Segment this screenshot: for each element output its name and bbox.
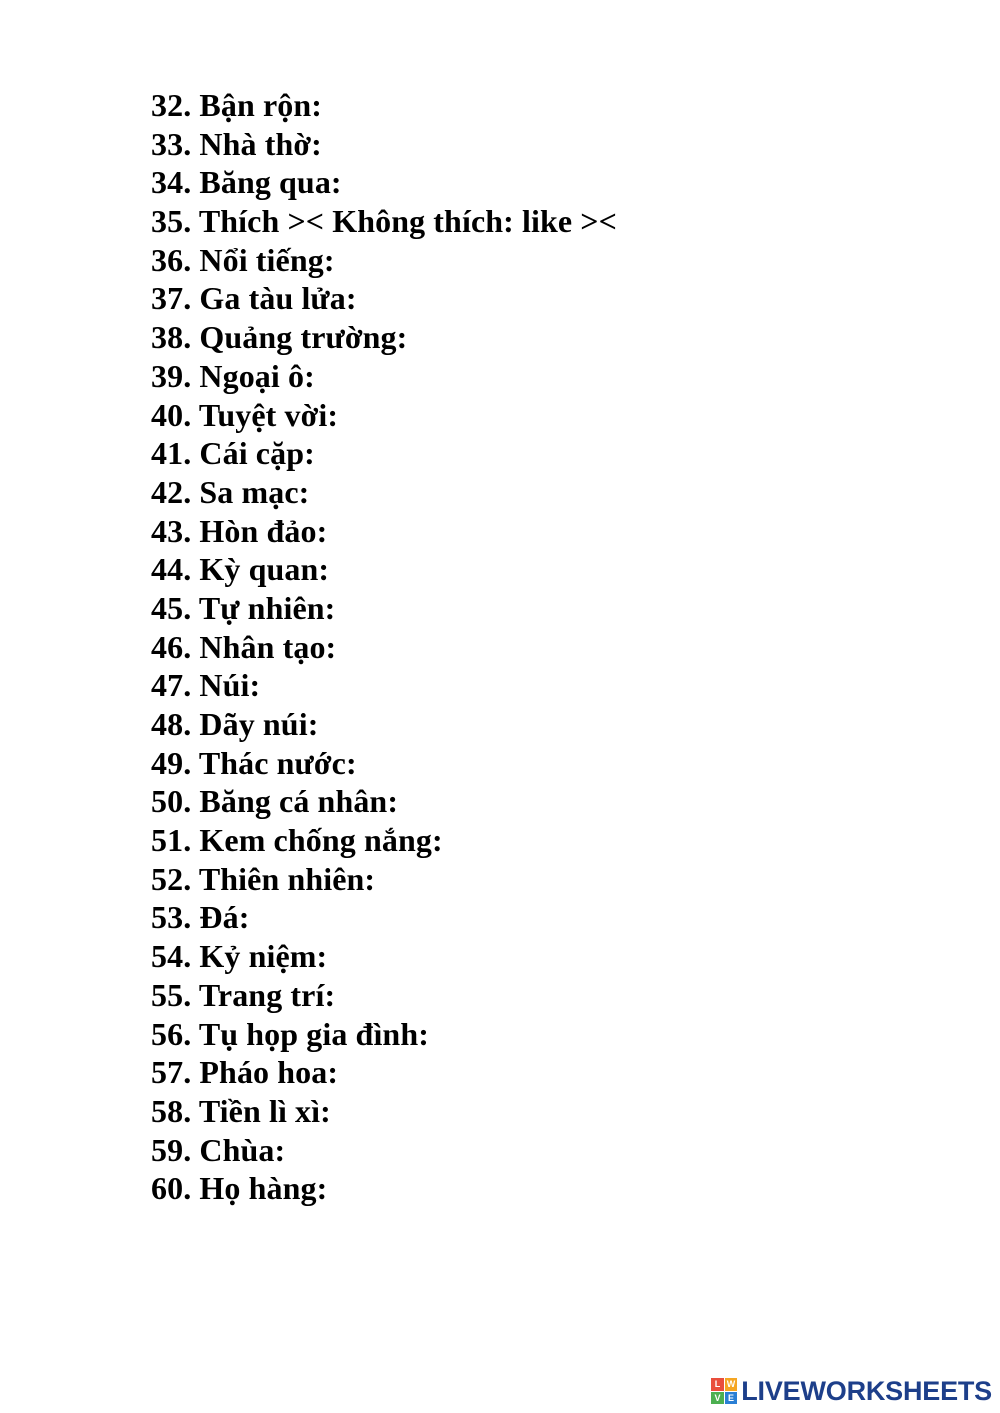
list-item: 44. Kỳ quan: bbox=[151, 551, 330, 588]
list-item: 41. Cái cặp: bbox=[151, 435, 315, 472]
list-item: 54. Kỷ niệm: bbox=[151, 938, 328, 975]
liveworksheets-logo bbox=[711, 1375, 992, 1407]
list-item: 34. Băng qua: bbox=[151, 164, 342, 201]
list-item: 57. Pháo hoa: bbox=[151, 1054, 339, 1091]
liveworksheets-logo-icon bbox=[711, 1378, 737, 1404]
list-item: 36. Nổi tiếng: bbox=[151, 241, 335, 278]
list-item: 35. Thích >< Không thích: like >< bbox=[151, 203, 617, 240]
logo-mark-cell: E bbox=[725, 1392, 738, 1405]
list-item: 58. Tiền lì xì: bbox=[151, 1092, 331, 1129]
list-item: 52. Thiên nhiên: bbox=[151, 860, 376, 897]
list-item: 59. Chùa: bbox=[151, 1131, 286, 1168]
list-item: 55. Trang trí: bbox=[151, 976, 336, 1013]
list-item: 60. Họ hàng: bbox=[151, 1170, 328, 1207]
list-item: 43. Hòn đảo: bbox=[151, 512, 328, 549]
list-item: 38. Quảng trường: bbox=[151, 319, 408, 356]
list-item: 45. Tự nhiên: bbox=[151, 589, 336, 626]
logo-text: LIVEWORKSHEETS bbox=[741, 1375, 992, 1406]
list-item: 56. Tụ họp gia đình: bbox=[151, 1015, 429, 1052]
list-item: 48. Dãy núi: bbox=[151, 706, 319, 742]
logo-mark-cell: W bbox=[726, 1379, 736, 1389]
list-item: 33. Nhà thờ: bbox=[151, 125, 322, 162]
list-item: 39. Ngoại ô: bbox=[151, 357, 315, 394]
vocabulary-list bbox=[151, 86, 971, 1208]
list-item: 37. Ga tàu lửa: bbox=[151, 280, 357, 317]
list-item: 40. Tuyệt vời: bbox=[151, 396, 339, 433]
logo-mark-cell: L bbox=[711, 1378, 724, 1391]
list-item: 49. Thác nước: bbox=[151, 744, 357, 781]
list-item: 51. Kem chống nắng: bbox=[151, 822, 443, 859]
list-item: 47. Núi: bbox=[151, 667, 261, 704]
list-item: 46. Nhân tạo: bbox=[151, 628, 337, 665]
list-item: 32. Bận rộn: bbox=[151, 87, 322, 123]
list-item: 42. Sa mạc: bbox=[151, 473, 310, 510]
list-item: 50. Băng cá nhân: bbox=[151, 783, 399, 820]
list-item: 53. Đá: bbox=[151, 899, 250, 936]
logo-mark-cell: V bbox=[711, 1392, 724, 1405]
